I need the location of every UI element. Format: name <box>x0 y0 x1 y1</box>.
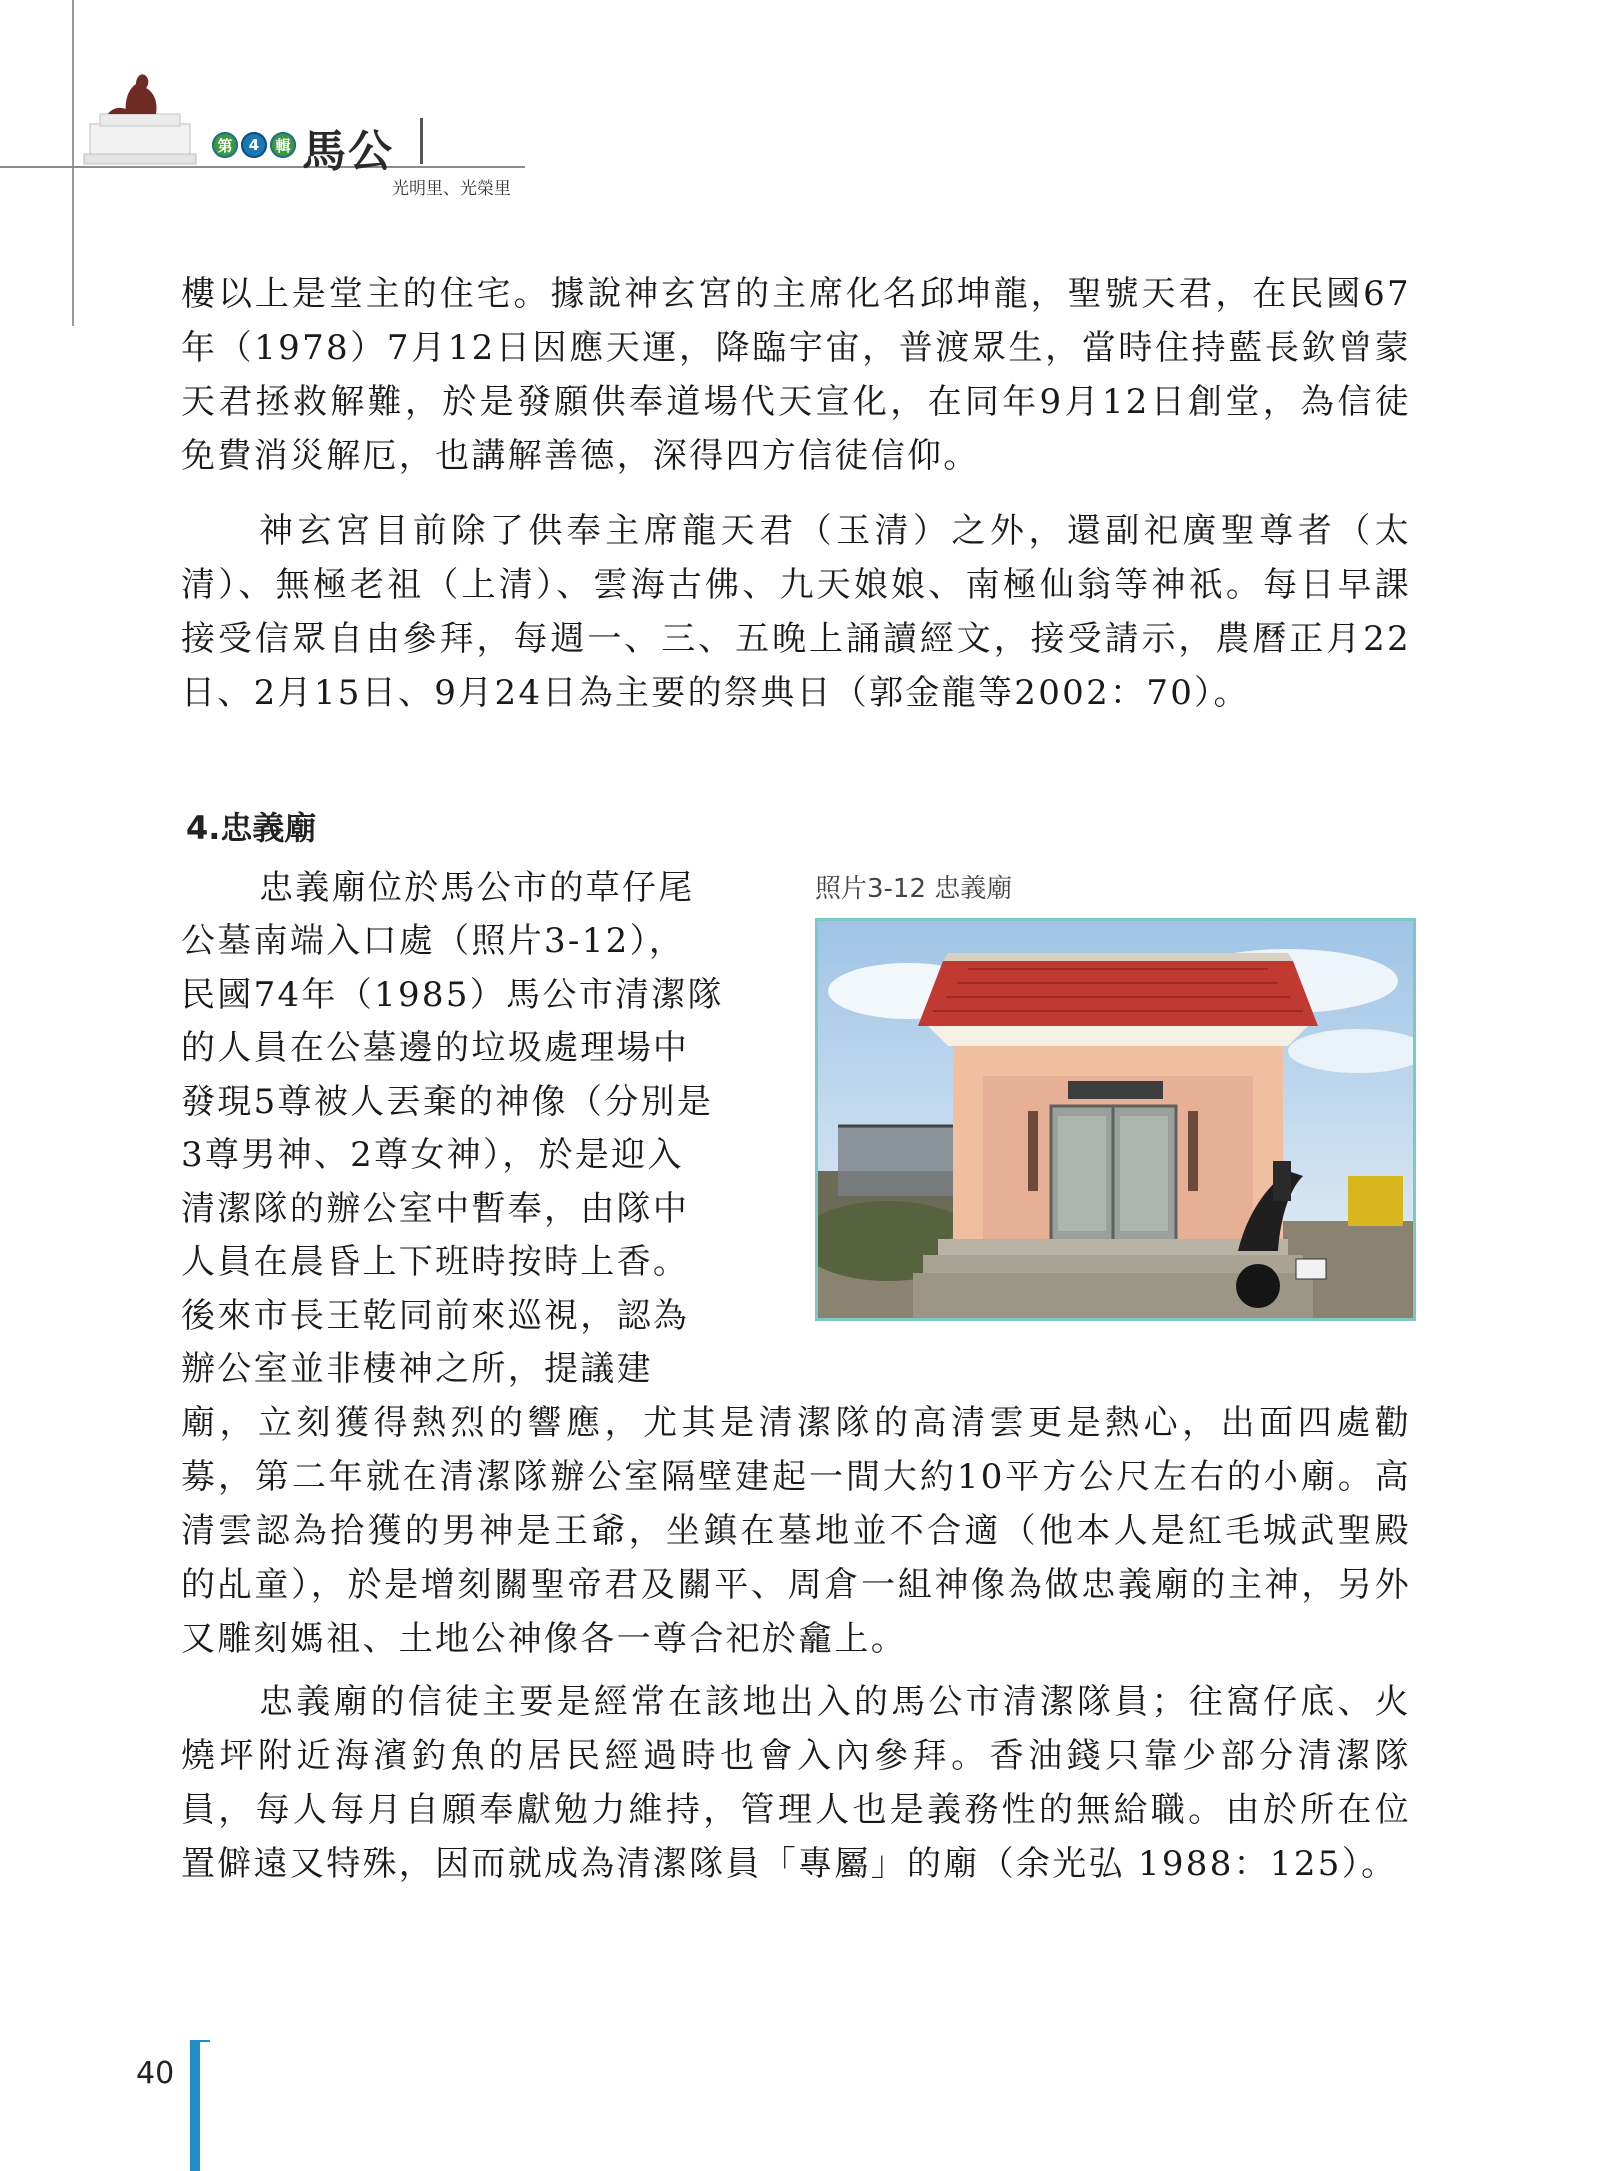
header-vertical-rule <box>72 0 74 326</box>
body-paragraph-3: 廟，立刻獲得熱烈的響應，尤其是清潔隊的高清雲更是熱心，出面四處勸募，第二年就在清潔隊辦公室隔壁建起一間大約10平方公尺左右的小廟。高清雲認為拾獲的男神是王爺，坐鎮在墓地並不合適（他本人是紅毛城武聖殿的乩童），於是增刻關聖帝君及關平、周倉一組神像為做忠義廟的主神，另外又雕刻媽祖、土地公神像各一尊合祀於龕上。 <box>181 1403 1411 1659</box>
chapter-badge <box>212 132 296 158</box>
page-side-bar <box>190 2040 200 2171</box>
narrow-line: 人員在晨昏上下班時按時上香。 <box>181 1242 690 1282</box>
monument-logo-icon <box>80 58 200 166</box>
narrow-line: 3尊男神、2尊女神），於是迎入 <box>181 1135 684 1175</box>
narrow-line: 發現5尊被人丟棄的神像（分別是 <box>181 1082 714 1122</box>
chapter-number: 4 <box>241 132 267 158</box>
temple-photo <box>815 918 1416 1321</box>
header-divider <box>420 118 423 164</box>
narrow-line: 辦公室並非棲神之所，提議建 <box>181 1349 653 1389</box>
chapter-suffix: 輯 <box>270 132 296 158</box>
temple-photo-illustration-icon <box>818 921 1413 1318</box>
narrow-line: 的人員在公墓邊的垃圾處理場中 <box>181 1028 690 1068</box>
narrow-line: 民國74年（1985）馬公市清潔隊 <box>181 975 724 1015</box>
body-paragraph-1: 樓以上是堂主的住宅。據說神玄宮的主席化名邱坤龍，聖號天君，在民國67年（1978）7月12日因應天運，降臨宇宙，普渡眾生，當時住持藍長欽曾蒙天君拯救解難，於是發願供奉道場代天宣化，在同年9月12日創堂，為信徒免費消災解厄，也講解善德，深得四方信徒信仰。 <box>181 274 1411 476</box>
narrow-line: 後來市長王乾同前來巡視，認為 <box>181 1296 690 1336</box>
narrow-line: 公墓南端入口處（照片3-12）， <box>181 921 686 961</box>
header-horizontal-rule <box>0 166 525 168</box>
photo-caption: 照片3-12 忠義廟 <box>815 874 1013 904</box>
header-subtitle: 光明里、光榮里 <box>392 179 511 199</box>
page-number: 40 <box>136 2056 175 2091</box>
narrow-line: 忠義廟位於馬公市的草仔尾 <box>259 868 695 908</box>
chapter-prefix: 第 <box>212 132 238 158</box>
body-paragraph-4: 忠義廟的信徒主要是經常在該地出入的馬公市清潔隊員；往窩仔底、火燒坪附近海濱釣魚的居民經過時也會入內參拜。香油錢只靠少部分清潔隊員，每人每月自願奉獻勉力維持，管理人也是義務性的無給職。由於所在位置僻遠又特殊，因而就成為清潔隊員「專屬」的廟（余光弘 1988：125）。 <box>181 1682 1411 1884</box>
section-heading: 4.忠義廟 <box>186 809 317 847</box>
chapter-title: 馬公 <box>302 126 394 177</box>
narrow-line: 清潔隊的辦公室中暫奉，由隊中 <box>181 1189 690 1229</box>
body-paragraph-2: 神玄宮目前除了供奉主席龍天君（玉清）之外，還副祀廣聖尊者（太清）、無極老祖（上清）、雲海古佛、九天娘娘、南極仙翁等神祇。每日早課接受信眾自由參拜，每週一、三、五晚上誦讀經文，接受請示，農曆正月22日、2月15日、9月24日為主要的祭典日（郭金龍等2002：70）。 <box>181 511 1411 713</box>
